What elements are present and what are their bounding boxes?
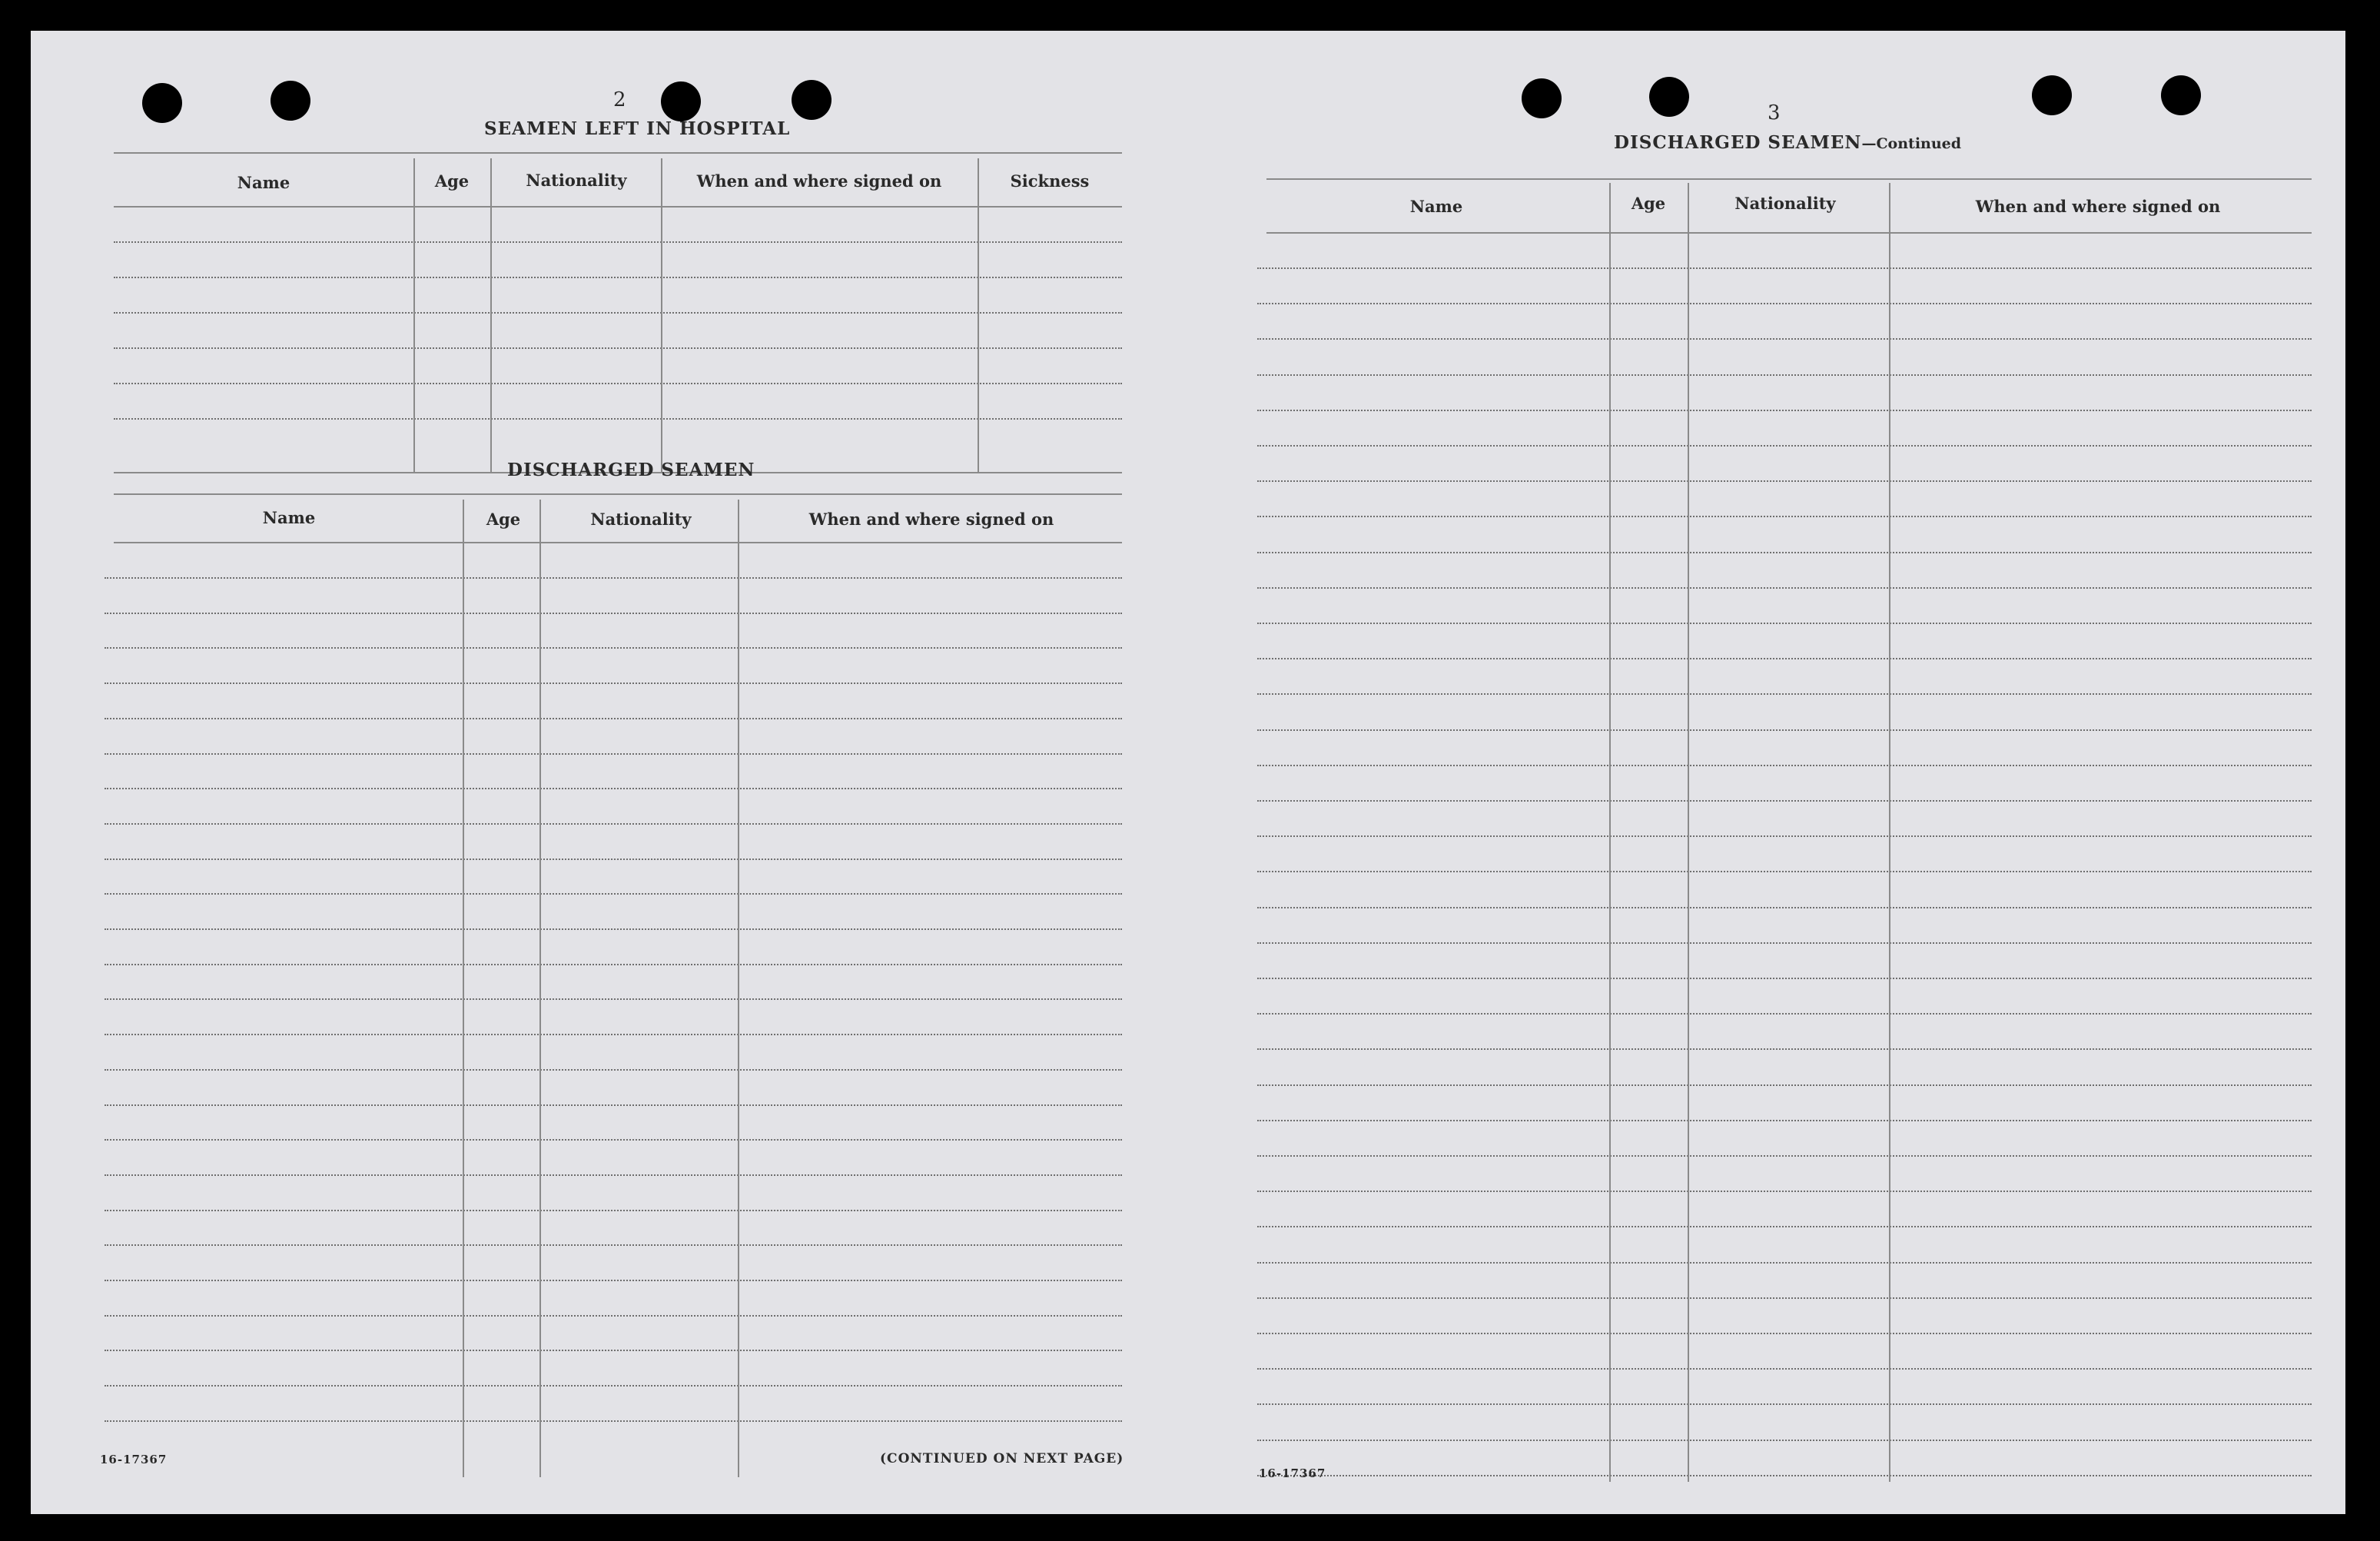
page-number-left: 2 (613, 88, 626, 111)
table-row-rule (105, 1244, 1122, 1246)
table-row-rule (105, 1139, 1122, 1141)
right-col-nationality: Nationality (1734, 194, 1836, 213)
discharged-section-title: DISCHARGED SEAMEN (507, 460, 755, 480)
table-row-rule (114, 347, 1122, 349)
discharged-col-name: Name (262, 508, 316, 527)
table-row-rule (1257, 587, 2312, 589)
punch-hole (2032, 75, 2072, 115)
discharged-col-nationality: Nationality (590, 510, 692, 529)
table-row-rule (105, 1104, 1122, 1106)
discharged-table-top-rule (114, 493, 1122, 495)
table-row-rule (1257, 1475, 2312, 1476)
table-row-rule (1257, 658, 2312, 659)
form-sheet (31, 31, 2345, 1514)
hospital-col-name: Name (237, 173, 290, 192)
table-row-rule (1257, 410, 2312, 411)
right-col-age: Age (1631, 194, 1666, 213)
table-row-rule (105, 893, 1122, 895)
table-row-rule (105, 1210, 1122, 1211)
table-row-rule (105, 613, 1122, 614)
table-row-rule (1257, 1226, 2312, 1227)
table-row-rule (105, 964, 1122, 965)
hospital-col-divider (490, 158, 492, 472)
discharged-col-signed-on: When and where signed on (808, 510, 1054, 529)
table-row-rule (1257, 800, 2312, 802)
table-row-rule (105, 1069, 1122, 1071)
table-row-rule (114, 418, 1122, 420)
hospital-col-age: Age (434, 171, 470, 191)
table-row-rule (1257, 835, 2312, 837)
table-row-rule (1257, 623, 2312, 624)
hospital-col-divider (413, 158, 415, 472)
table-row-rule (1257, 978, 2312, 979)
hospital-col-sickness: Sickness (1010, 171, 1090, 191)
table-row-rule (114, 277, 1122, 278)
table-row-rule (114, 206, 1122, 208)
table-row-rule (105, 1034, 1122, 1035)
table-row-rule (105, 682, 1122, 684)
table-row-rule (1257, 1048, 2312, 1050)
right-col-divider (1609, 183, 1611, 1482)
table-row-rule (105, 1174, 1122, 1176)
right-col-divider (1688, 183, 1689, 1482)
table-row-rule (105, 928, 1122, 930)
hospital-col-divider (661, 158, 662, 472)
right-col-divider (1889, 183, 1890, 1482)
right-table-top-rule (1266, 178, 2312, 180)
hospital-table-top-rule (114, 152, 1122, 154)
punch-hole (792, 80, 832, 120)
table-row-rule (105, 1315, 1122, 1317)
table-row-rule (1257, 267, 2312, 269)
form-number-left: 16-17367 (100, 1453, 168, 1466)
table-row-rule (114, 312, 1122, 314)
discharged-col-divider (539, 500, 541, 1477)
table-row-rule (1257, 516, 2312, 517)
discharged-continued-title (1614, 132, 1961, 153)
table-row-rule (105, 647, 1122, 649)
table-row-rule (1257, 445, 2312, 447)
table-row-rule (1257, 1120, 2312, 1121)
table-row-rule (105, 753, 1122, 755)
punch-hole (661, 81, 701, 121)
table-row-rule (1257, 765, 2312, 766)
table-row-rule (1257, 729, 2312, 731)
table-row-rule (1257, 1262, 2312, 1264)
table-row-rule (114, 241, 1122, 243)
table-row-rule (1257, 1013, 2312, 1015)
punch-hole (142, 83, 182, 123)
punch-hole (271, 81, 310, 121)
table-row-rule (105, 1280, 1122, 1281)
hospital-col-signed-on: When and where signed on (696, 171, 942, 191)
table-row-rule (105, 859, 1122, 860)
continued-suffix: —Continued (1861, 135, 1962, 152)
table-row-rule (1257, 480, 2312, 482)
table-row-rule (1257, 1403, 2312, 1405)
right-col-signed-on: When and where signed on (1975, 197, 2221, 216)
hospital-col-nationality: Nationality (526, 171, 627, 190)
discharged-col-age: Age (486, 510, 521, 529)
table-row-rule (105, 577, 1122, 579)
table-row-rule (1257, 1333, 2312, 1334)
hospital-col-divider (978, 158, 979, 472)
punch-hole (1649, 77, 1689, 117)
table-row-rule (105, 823, 1122, 825)
table-row-rule (114, 542, 1122, 543)
table-row-rule (1257, 1368, 2312, 1370)
table-row-rule (1257, 338, 2312, 340)
table-row-rule (1266, 232, 2312, 234)
table-row-rule (105, 718, 1122, 719)
table-row-rule (105, 1385, 1122, 1387)
discharged-continued-title-text: DISCHARGED SEAMEN (1614, 132, 1862, 153)
table-row-rule (1257, 303, 2312, 304)
table-row-rule (1257, 1191, 2312, 1192)
hospital-section-title: SEAMEN LEFT IN HOSPITAL (484, 118, 791, 139)
right-col-name: Name (1409, 197, 1463, 216)
page-number-right: 3 (1768, 101, 1781, 125)
table-row-rule (1257, 1297, 2312, 1299)
table-row-rule (1257, 1440, 2312, 1441)
continued-note: (CONTINUED ON NEXT PAGE) (880, 1451, 1124, 1466)
table-row-rule (1257, 942, 2312, 944)
table-row-rule (1257, 907, 2312, 908)
table-row-rule (1257, 374, 2312, 376)
table-row-rule (105, 1420, 1122, 1422)
discharged-col-divider (463, 500, 464, 1477)
table-row-rule (1257, 693, 2312, 695)
table-row-rule (1257, 1155, 2312, 1157)
form-number-right: 16-17367 (1259, 1466, 1326, 1480)
table-row-rule (105, 1350, 1122, 1351)
table-row-rule (114, 383, 1122, 384)
table-row-rule (105, 998, 1122, 1000)
discharged-col-divider (738, 500, 739, 1477)
punch-hole (1522, 78, 1562, 118)
punch-hole (2161, 75, 2201, 115)
table-row-rule (1257, 552, 2312, 553)
table-row-rule (1257, 1084, 2312, 1086)
table-row-rule (105, 788, 1122, 789)
table-row-rule (1257, 871, 2312, 872)
